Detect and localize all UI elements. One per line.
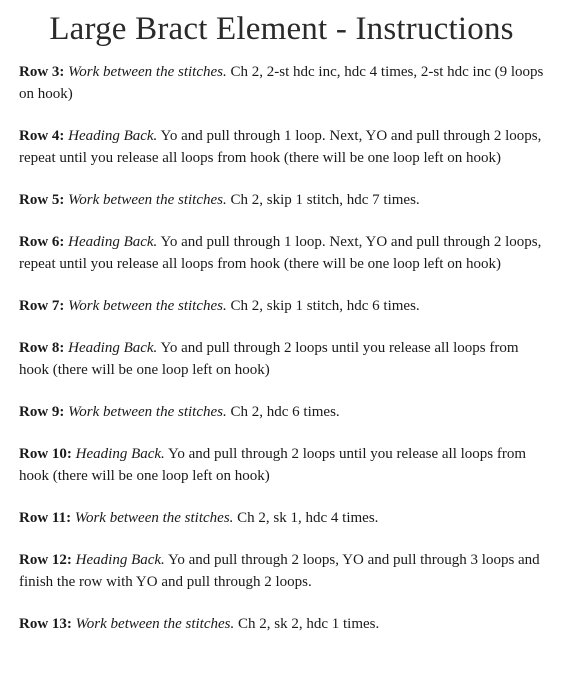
row-direction: Work between the stitches. <box>75 616 235 632</box>
instructions-list <box>19 61 544 635</box>
row-direction: Work between the stitches. <box>68 298 227 314</box>
instruction-row-8 <box>19 337 544 381</box>
row-label: Row 3: <box>19 64 65 80</box>
row-direction: Work between the stitches. <box>68 64 227 80</box>
instruction-row-5 <box>19 189 544 211</box>
row-text: Yo and pull through 2 loops until you release all loops from hook (there will be one loop left on hook) <box>19 340 519 378</box>
row-text: Ch 2, skip 1 stitch, hdc 6 times. <box>230 298 420 314</box>
instruction-row-4 <box>19 125 544 169</box>
row-text: Ch 2, skip 1 stitch, hdc 7 times. <box>230 192 420 208</box>
row-direction: Heading Back. <box>75 446 165 462</box>
row-label: Row 6: <box>19 234 65 250</box>
instruction-row-9 <box>19 401 544 423</box>
row-label: Row 12: <box>19 552 72 568</box>
row-text: Ch 2, sk 2, hdc 1 times. <box>238 616 380 632</box>
row-label: Row 13: <box>19 616 72 632</box>
row-text: Yo and pull through 2 loops, YO and pull through 3 loops and finish the row with YO and pull through 2 loops. <box>19 552 540 590</box>
row-label: Row 5: <box>19 192 65 208</box>
row-label: Row 11: <box>19 510 72 526</box>
row-direction: Heading Back. <box>75 552 165 568</box>
row-direction: Heading Back. <box>68 234 158 250</box>
row-label: Row 4: <box>19 128 65 144</box>
row-text: Ch 2, sk 1, hdc 4 times. <box>237 510 379 526</box>
instruction-row-3 <box>19 61 544 105</box>
page-title: Large Bract Element - Instructions <box>49 11 514 47</box>
row-text: Yo and pull through 2 loops until you release all loops from hook (there will be one loop left on hook) <box>19 446 527 484</box>
instruction-row-6 <box>19 231 544 275</box>
row-direction: Work between the stitches. <box>74 510 234 526</box>
row-text: Yo and pull through 1 loop. Next, YO and pull through 2 loops, repeat until you release all loops from hook (there will be one loop left on hook) <box>19 234 542 272</box>
instruction-row-7 <box>19 295 544 317</box>
row-direction: Heading Back. <box>68 340 158 356</box>
row-label: Row 10: <box>19 446 72 462</box>
instruction-row-10 <box>19 443 544 487</box>
row-direction: Work between the stitches. <box>68 404 227 420</box>
instruction-row-13 <box>19 613 544 635</box>
row-label: Row 7: <box>19 298 65 314</box>
row-text: Ch 2, 2-st hdc inc, hdc 4 times, 2-st hdc inc (9 loops on hook) <box>19 64 544 102</box>
row-direction: Work between the stitches. <box>68 192 227 208</box>
row-label: Row 9: <box>19 404 65 420</box>
instruction-row-12 <box>19 549 544 593</box>
row-text: Ch 2, hdc 6 times. <box>230 404 340 420</box>
row-direction: Heading Back. <box>68 128 158 144</box>
row-label: Row 8: <box>19 340 65 356</box>
instruction-row-11 <box>19 507 544 529</box>
row-text: Yo and pull through 1 loop. Next, YO and pull through 2 loops, repeat until you release all loops from hook (there will be one loop left on hook) <box>19 128 542 166</box>
